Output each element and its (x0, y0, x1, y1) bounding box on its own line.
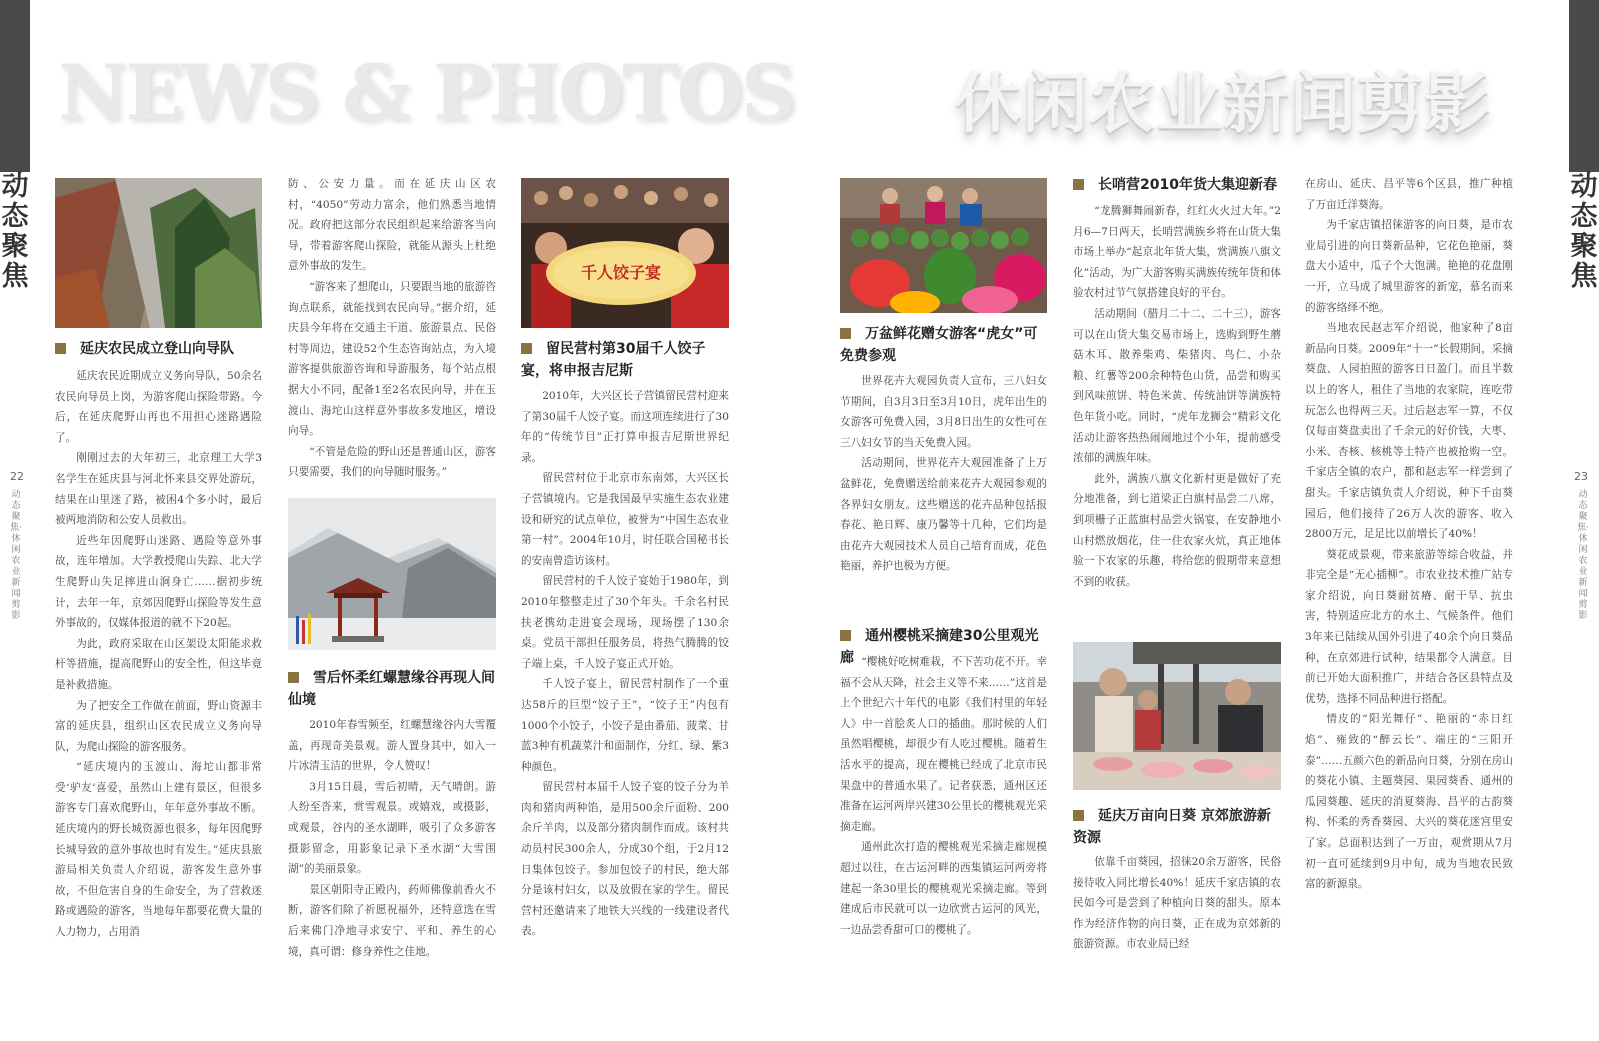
paragraph: 留民营村位于北京市东南郊，大兴区长子营镇境内。它是我国最早实施生态农业建设和研究的试点单位，被誉为“中国生态农业第一村”。2004年10月，时任联合国秘书长的安南曾造访该村。 (521, 472, 729, 567)
paragraph: 葵花成景观，带来旅游等综合收益，并非完全是“无心插柳”。市农业技术推广站专家介绍说，向日葵耐贫瘠、耐干旱、抗虫害，特别适应北方的水土、气候条件。他们3年来已陆续从国外引进了40余个向日葵品种，在京郊进行试种，结果都令人满意。目前已开始大面积推广，并结合各区县特点及优势，选择不同品种进行搭配。 (1305, 548, 1513, 705)
headline-a1 (55, 338, 262, 360)
left-running-head: 动态聚焦·休闲农业新闻剪影 (10, 490, 22, 621)
paragraph: 3月15日晨，雪后初晴，天气晴朗。游人纷至沓来，赏雪观景。或嬉戏，或摄影，或观景，谷内的圣水湖畔，吸引了众多游客摄影留念，用影象记录下圣水湖“大雪围湖”的美丽景象。 (288, 780, 496, 876)
paragraph: 防、公安力量。而在延庆山区农村，“4050”劳动力富余，他们熟悉当地情况。政府把这部分农民组织起来给游客当向导，带着游客爬山探险，就能从源头上杜绝意外事故的发生。 (288, 178, 496, 273)
market-photo-graphic (1073, 642, 1281, 790)
headline-a7-text: 延庆万亩向日葵 京郊旅游新资源 (1073, 808, 1271, 846)
paragraph: 情皮的“阳光舞仔”、艳丽的“赤日红焰”、雍致的“醉云长”、端庄的“三阳开泰”……五颜六色的新品向日葵，分别在房山的葵花小镇、主题葵园、果园葵香、通州的瓜园葵趣、延庆的消夏葵海、昌平的古韵葵构、怀柔的秀香葵园、大兴的葵花迷宫里安了家。总面积达到了一万亩，观赏期从7月初一直可延续到9月中旬，成为当地农民致富的新源泉。 (1305, 713, 1513, 891)
banner-chinese: 休闲农业新闻剪影 (955, 64, 1491, 142)
headline-a4-text: 万盆鲜花赠女游客“虎女”可免费参观 (840, 326, 1038, 364)
square-bullet (55, 343, 66, 354)
paragraph: “游客来了想爬山，只要跟当地的旅游咨询点联系，就能找到农民向导。”据介绍，延庆县今年将在交通主干道、旅游景点、民俗村等周边，建设52个生态咨询站点，为入境游客提供旅游咨询和导游服务，每个站点根据大小不同，配备1至2名农民向导，并在玉渡山、海坨山这样意外事故多发地区，增设向导。 (288, 280, 496, 438)
paragraph: 千人饺子宴上，留民营村制作了一个重达58斤的巨型“饺子王”，“饺子王”内包有1000个小饺子，小饺子是由番茄、菠菜、甘蓝3种有机蔬菜汁和面制作，分红、绿、紫3种颜色。 (521, 678, 729, 773)
headline-a7 (1073, 805, 1281, 849)
paragraph: “不管是危险的野山还是普通山区，游客只要需要，我们的向导随时服务。” (288, 445, 496, 479)
right-section-label: 动态聚焦 (1570, 171, 1598, 292)
cactus-photo-graphic (840, 178, 1047, 313)
paragraph: 为千家店镇招徕游客的向日葵，是市农业局引进的向日葵新品种，它花色艳丽，葵盘大小适中，瓜子个大饱满。艳艳的花盘刚一开，立马成了城里游客的新宠，慕名而来的游客络绎不绝。 (1305, 219, 1513, 314)
photo-mountain-trees (55, 178, 262, 328)
headline-a6 (1073, 174, 1281, 196)
paragraph: 刚刚过去的大年初三，北京理工大学3名学生在延庆县与河北怀来县交界处游玩，结果在山里迷了路，被困4个多小时，最后被两地消防和公安人员救出。 (55, 452, 262, 527)
photo-market-stall (1073, 642, 1281, 790)
body-a5 (840, 652, 1047, 964)
paragraph: 2010年，大兴区长子营镇留民营村迎来了第30届千人饺子宴。而这项连续进行了30年的“传统节目”正打算申报吉尼斯世界纪录。 (521, 390, 729, 464)
paragraph: 活动期间（腊月二十二、二十三），游客可以在山货大集交易市场上，选购到野生蘑菇木耳、散养柴鸡、柴猪肉、鸟仁、小杂粮、红薯等200余种特色山货，品尝和购买到风味煎饼、特色米黄、传统油饼等满族特色年货小吃。同时，“虎年龙狮会”精彩文化活动让游客热热闹闹地过个小年，提前感受浓郁的满族年味。 (1073, 307, 1281, 465)
page-number-left: 22 (10, 470, 24, 483)
body-a3 (521, 386, 729, 966)
snow-photo-graphic (288, 498, 496, 650)
square-bullet (1073, 810, 1084, 821)
body-a2 (288, 715, 496, 965)
paragraph: 近些年因爬野山迷路、遇险等意外事故，连年增加。大学教授爬山失踪、北大学生爬野山失足摔进山涧身亡……据初步统计，去年一年，京郊因爬野山探险等发生意外事故的，仅媒体报道的就不下20起。 (55, 534, 262, 630)
body-a7-col2 (1305, 174, 1513, 964)
right-running-head: 动态聚焦·休闲农业新闻剪影 (1577, 490, 1589, 621)
headline-a3 (521, 338, 729, 382)
page-number-right: 23 (1574, 470, 1588, 483)
paragraph: 为此，政府采取在山区架设太阳能求救杆等措施，提高爬野山的安全性，但这毕竟是补救措施。 (55, 637, 262, 691)
mountain-photo-graphic (55, 178, 262, 328)
headline-a2 (288, 667, 496, 711)
photo-cactus-flowers (840, 178, 1047, 313)
paragraph: “延庆境内的玉渡山、海坨山都非常受‘驴友’喜爱，虽然山上建有景区，但很多游客专门喜欢爬野山，年年意外事故不断。延庆境内的野长城资源也很多，每年因爬野长城导致的意外事故也时有发生。”延庆县旅游局相关负责人介绍说，游客发生意外事故，不但危害自身的生命安全，为了营救迷路或遇险的游客，当地每年都要花费大量的人力物力，占用消 (55, 761, 262, 939)
body-a6 (1073, 201, 1281, 631)
headline-a3-text: 留民营村第30届千人饺子宴，将申报吉尼斯 (521, 341, 706, 379)
headline-a1-text: 延庆农民成立登山向导队 (80, 341, 234, 357)
right-page (800, 0, 1599, 1041)
body-a7-col1 (1073, 852, 1281, 964)
square-bullet (840, 630, 851, 641)
banner-english: NEWS & PHOTOS (58, 48, 794, 137)
paragraph: 当地农民赵志军介绍说，他家种了8亩新品向日葵。2009年“十一”长假期间，采摘葵盘、人园拍照的游客日日盈门。而且半数以上的客人，租住了当地的农家院，连吃带玩怎么也得两三天。过后赵志军一算，不仅仅每亩葵盘卖出了千余元的好价钱，大枣、小米、杏核、核桃等土特产也被抢购一空。千家店全镇的农户，都和赵志军一样尝到了甜头。千家店镇负责人介绍说，种下千亩葵园后，他们接待了26万人次的游客、收入2800万元，足足比以前增长了40%！ (1305, 322, 1513, 541)
headline-a4 (840, 323, 1047, 367)
paragraph: “龙腾狮舞闹新春，红红火火过大年。”2月6—7日两天，长哨营满族乡将在山货大集市场上举办“起京北年货大集，赏满族八旗文化”活动，为广大游客购买满族传统年货和体验农村过节气氛搭建良好的平台。 (1073, 205, 1281, 300)
paragraph: “樱桃好吃树难栽，不下苦功花不开。幸福不会从天降，社会主义等不来……”这首是上个世纪六十年代的电影《我们村里的年轻人》中一首脍炙人口的插曲。那时候的人们虽然唱樱桃，却很少有人吃过樱桃。随着生活水平的提高，现在樱桃已经成了北京市民果盘中的普通水果了。记者获悉，通州区还准备在运河两岸兴建30公里长的樱桃观光采摘走廊。 (840, 656, 1047, 833)
dumpling-banner-text: 千人饺子宴 (580, 263, 662, 282)
body-a1-col2 (288, 174, 496, 486)
photo-snow-pavilion (288, 498, 496, 650)
square-bullet (521, 343, 532, 354)
square-bullet (840, 328, 851, 339)
paragraph: 为了把安全工作做在前面，野山资源丰富的延庆县，组织山区农民成立义务向导队，为爬山探险的游客服务。 (55, 699, 262, 753)
paragraph: 2010年春雪频至，红螺慧缘谷内大雪覆盖，再现奇美景观。游人置身其中，如入一片冰清玉洁的世界，令人赞叹！ (288, 719, 496, 773)
paragraph: 留民营村本届千人饺子宴的饺子分为羊肉和猪肉两种馅，是用500余斤面粉、200余斤羊肉，以及部分猪肉制作而成。该村共动员村民300余人，分成30个组，于2月12日集体包饺子。参加包饺子的村民，绝大部分是该村妇女，以及放假在家的学生。留民营村还邀请来了地铁大兴线的一线建设者代表。 (521, 781, 729, 938)
headline-a5-text: 通州樱桃采摘建30公里观光廊 (840, 628, 1039, 666)
dumpling-photo-graphic (521, 178, 729, 328)
photo-dumpling-feast (521, 178, 729, 328)
paragraph: 通州此次打造的樱桃观光采摘走廊规模超过以往，在古运河畔的西集镇运河两旁将建起一条30里长的樱桃观光采摘走廊。等到建成后市民就可以一边欣赏古运河的风光，一边品尝香甜可口的樱桃了。 (840, 841, 1047, 936)
paragraph: 留民营村的千人饺子宴始于1980年，到2010年整整走过了30个年头。千余名村民扶老携幼走进宴会现场，现场摆了130余桌。党员干部担任服务员，将热气腾腾的饺子端上桌，千人饺子宴正式开始。 (521, 575, 729, 670)
headline-a2-text: 雪后怀柔红螺慧缘谷再现人间仙境 (288, 670, 495, 708)
paragraph: 依靠千亩葵园，招徕20余万游客，民俗接待收入同比增长40%！延庆千家店镇的农民如今可是尝到了种植向日葵的甜头。原本作为经济作物的向日葵，正在成为京郊新的旅游资源。市农业局已经 (1073, 856, 1281, 951)
square-bullet (288, 672, 299, 683)
paragraph: 景区朝阳寺正殿内，药师佛像前香火不断，游客们除了祈愿祝福外，还特意选在雪后来佛门净地寻求安宁、平和、养生的心境，真可谓：修身养性之佳地。 (288, 883, 496, 958)
square-bullet (1073, 179, 1084, 190)
paragraph: 此外，满族八旗文化新村更是做好了充分地准备，到七道梁正白旗村品尝二八席，到项栅子正蓝旗村品尝火锅宴，在安静地小山村燃放烟花，住一住农家火炕，真正地体验一下农家的乐趣，将给您的假期带来意想不到的收获。 (1073, 472, 1281, 588)
paragraph: 延庆农民近期成立义务向导队，50余名农民向导员上岗，为游客爬山探险带路。今后，在延庆爬野山再也不用担心迷路遇险了。 (55, 370, 262, 444)
body-a4 (840, 371, 1047, 621)
paragraph: 世界花卉大观园负责人宣布，三八妇女节期间，自3月3日至3月10日，虎年出生的女游客可免费入园，3月8日出生的女性可在三八妇女节的当天免费入园。 (840, 375, 1047, 449)
paragraph: 活动期间，世界花卉大观园准备了上万盆鲜花，免费赠送给前来花卉大观园参观的各界妇女朋友。这些赠送的花卉品种包括报春花、艳日辉、康乃馨等十几种，它们均是由花卉大观园技术人员自己培育而成，花色艳丽，养护也极为方便。 (840, 457, 1047, 573)
left-section-label: 动态聚焦 (1, 171, 29, 292)
paragraph: 在房山、延庆、昌平等6个区县，推广种植了万亩迁洋葵海。 (1305, 178, 1513, 211)
headline-a6-text: 长哨营2010年货大集迎新春 (1098, 177, 1277, 193)
body-a1-col1 (55, 366, 262, 966)
